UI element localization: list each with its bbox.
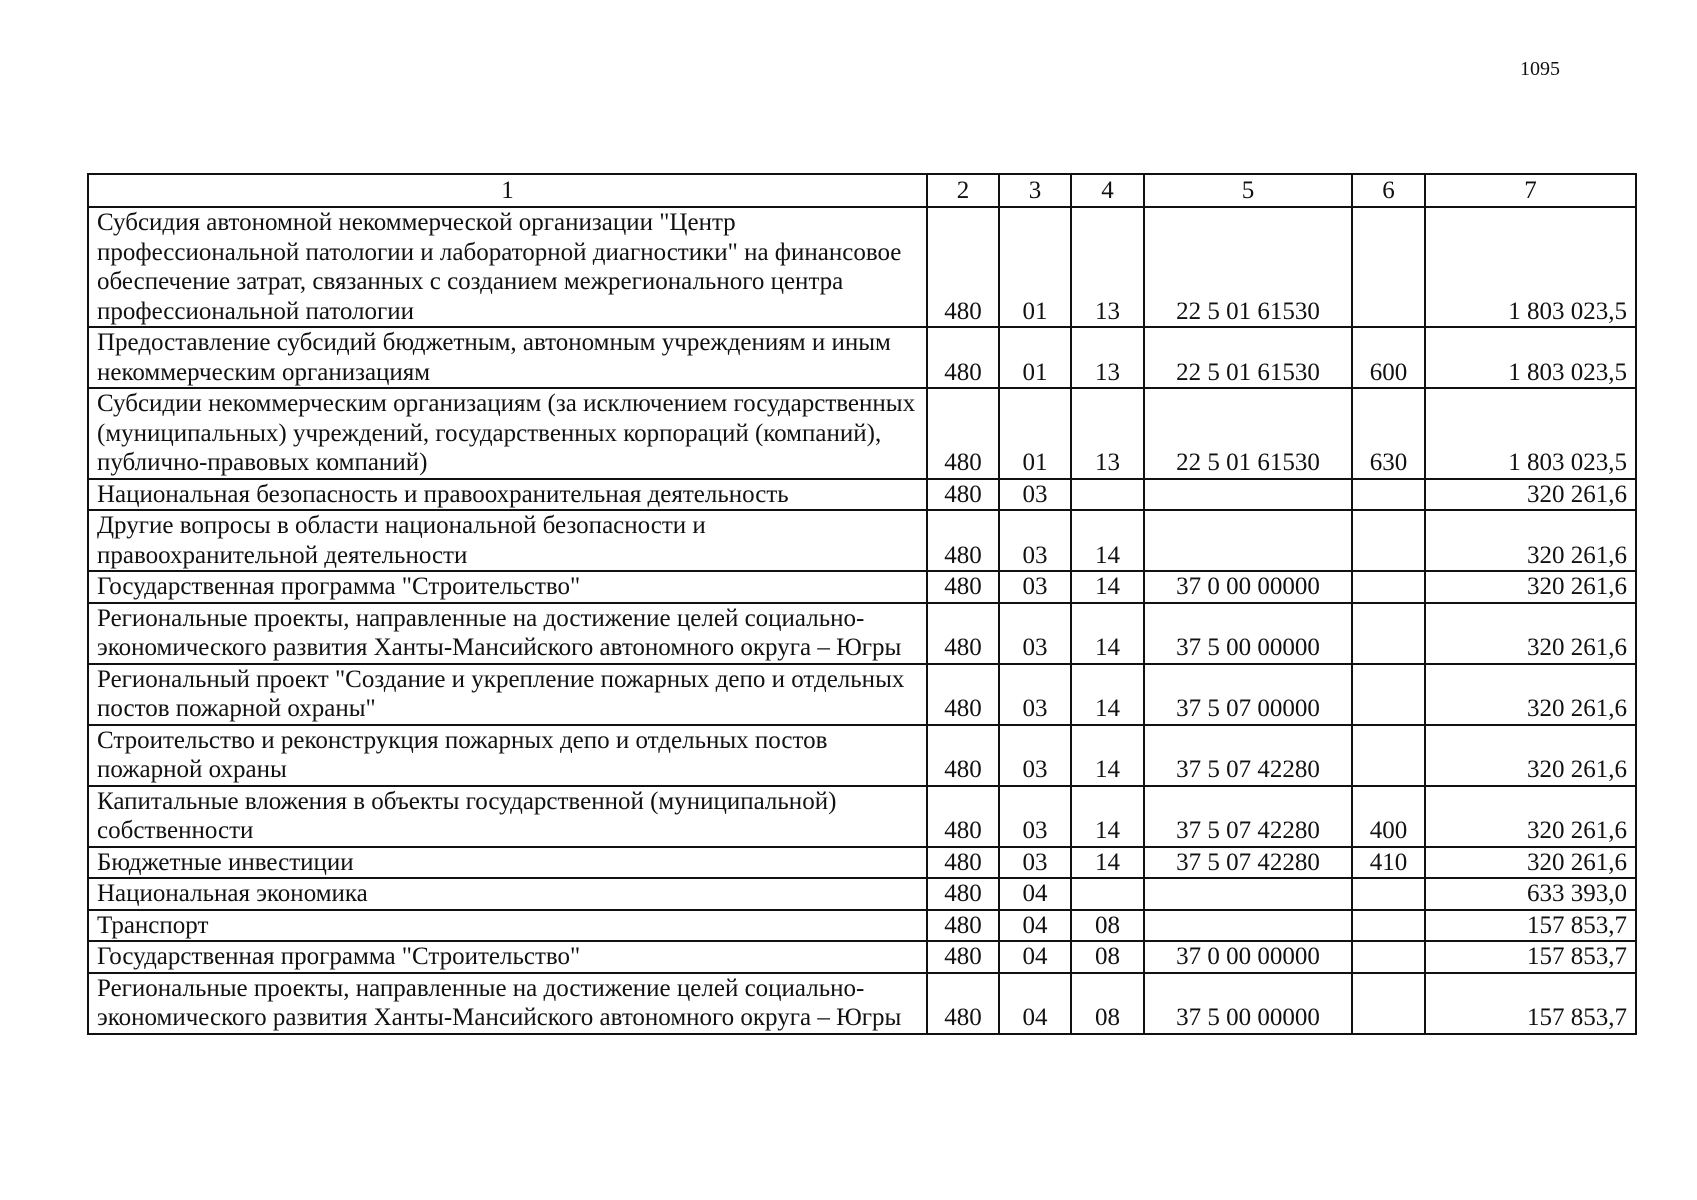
page-number: 1095 <box>1520 58 1560 80</box>
cell-description: Национальная безопасность и правоохранительная деятельность <box>88 479 927 511</box>
cell-amount: 1 803 023,5 <box>1425 327 1636 388</box>
header-row <box>88 174 1636 207</box>
cell-target-article <box>1144 510 1352 571</box>
cell-expense-type <box>1352 571 1425 603</box>
cell-description: Строительство и реконструкция пожарных депо и отдельных постов пожарной охраны <box>88 725 927 786</box>
cell-subsection <box>1071 878 1144 910</box>
cell-expense-type <box>1352 479 1425 511</box>
cell-description: Предоставление субсидий бюджетным, автономным учреждениям и иным некоммерческим организациям <box>88 327 927 388</box>
cell-section: 03 <box>999 603 1071 664</box>
cell-expense-type <box>1352 725 1425 786</box>
cell-amount: 320 261,6 <box>1425 725 1636 786</box>
table-row <box>88 571 1636 603</box>
cell-description: Субсидии некоммерческим организациям (за исключением государственных (муниципальных) учреждений, государственных корпораций (компаний), публично-правовых компаний) <box>88 388 927 479</box>
cell-description: Региональные проекты, направленные на достижение целей социально-экономического развития Ханты-Мансийского автономного округа – Югры <box>88 603 927 664</box>
table-row <box>88 207 1636 327</box>
cell-target-article: 22 5 01 61530 <box>1144 388 1352 479</box>
cell-section: 01 <box>999 327 1071 388</box>
cell-subsection: 13 <box>1071 207 1144 327</box>
cell-expense-type <box>1352 664 1425 725</box>
cell-description: Другие вопросы в области национальной безопасности и правоохранительной деятельности <box>88 510 927 571</box>
cell-admin-code: 480 <box>927 847 999 879</box>
cell-amount: 320 261,6 <box>1425 847 1636 879</box>
cell-admin-code: 480 <box>927 388 999 479</box>
cell-expense-type <box>1352 941 1425 973</box>
cell-target-article: 22 5 01 61530 <box>1144 207 1352 327</box>
cell-admin-code: 480 <box>927 973 999 1034</box>
cell-description: Бюджетные инвестиции <box>88 847 927 879</box>
cell-section: 03 <box>999 664 1071 725</box>
cell-subsection: 14 <box>1071 725 1144 786</box>
budget-table <box>87 173 1637 1035</box>
cell-expense-type <box>1352 510 1425 571</box>
cell-subsection: 14 <box>1071 786 1144 847</box>
cell-target-article: 22 5 01 61530 <box>1144 327 1352 388</box>
cell-subsection: 14 <box>1071 603 1144 664</box>
cell-section: 03 <box>999 571 1071 603</box>
cell-subsection: 08 <box>1071 910 1144 942</box>
table-row <box>88 847 1636 879</box>
table-row <box>88 327 1636 388</box>
cell-section: 03 <box>999 479 1071 511</box>
cell-admin-code: 480 <box>927 603 999 664</box>
cell-amount: 320 261,6 <box>1425 786 1636 847</box>
cell-amount: 633 393,0 <box>1425 878 1636 910</box>
table-row <box>88 786 1636 847</box>
cell-subsection: 14 <box>1071 510 1144 571</box>
cell-section: 04 <box>999 973 1071 1034</box>
header-cell: 1 <box>88 174 927 207</box>
cell-section: 04 <box>999 941 1071 973</box>
cell-section: 03 <box>999 510 1071 571</box>
cell-section: 03 <box>999 847 1071 879</box>
table-row <box>88 910 1636 942</box>
header-cell: 5 <box>1144 174 1352 207</box>
cell-description: Субсидия автономной некоммерческой организации "Центр профессиональной патологии и лабораторной диагностики" на финансовое обеспечение затрат, связанных с созданием межрегионального центра профессиональной патологии <box>88 207 927 327</box>
cell-target-article <box>1144 878 1352 910</box>
cell-admin-code: 480 <box>927 571 999 603</box>
cell-section: 03 <box>999 786 1071 847</box>
cell-expense-type <box>1352 878 1425 910</box>
cell-subsection <box>1071 479 1144 511</box>
cell-section: 03 <box>999 725 1071 786</box>
cell-target-article: 37 0 00 00000 <box>1144 571 1352 603</box>
table-row <box>88 388 1636 479</box>
cell-expense-type: 410 <box>1352 847 1425 879</box>
cell-description: Национальная экономика <box>88 878 927 910</box>
cell-expense-type <box>1352 973 1425 1034</box>
header-cell: 6 <box>1352 174 1425 207</box>
table-row <box>88 510 1636 571</box>
cell-subsection: 13 <box>1071 388 1144 479</box>
cell-target-article <box>1144 479 1352 511</box>
cell-description: Транспорт <box>88 910 927 942</box>
cell-admin-code: 480 <box>927 786 999 847</box>
cell-subsection: 08 <box>1071 973 1144 1034</box>
cell-expense-type <box>1352 910 1425 942</box>
cell-expense-type <box>1352 603 1425 664</box>
cell-description: Региональные проекты, направленные на достижение целей социально-экономического развития Ханты-Мансийского автономного округа – Югры <box>88 973 927 1034</box>
cell-admin-code: 480 <box>927 327 999 388</box>
cell-admin-code: 480 <box>927 941 999 973</box>
cell-target-article: 37 5 00 00000 <box>1144 603 1352 664</box>
cell-admin-code: 480 <box>927 207 999 327</box>
header-cell: 4 <box>1071 174 1144 207</box>
cell-admin-code: 480 <box>927 725 999 786</box>
cell-amount: 1 803 023,5 <box>1425 207 1636 327</box>
cell-description: Государственная программа "Строительство" <box>88 571 927 603</box>
header-cell: 2 <box>927 174 999 207</box>
cell-admin-code: 480 <box>927 510 999 571</box>
cell-amount: 320 261,6 <box>1425 603 1636 664</box>
cell-amount: 320 261,6 <box>1425 571 1636 603</box>
cell-description: Капитальные вложения в объекты государственной (муниципальной) собственности <box>88 786 927 847</box>
cell-target-article: 37 0 00 00000 <box>1144 941 1352 973</box>
cell-target-article <box>1144 910 1352 942</box>
cell-subsection: 14 <box>1071 571 1144 603</box>
cell-admin-code: 480 <box>927 664 999 725</box>
cell-amount: 320 261,6 <box>1425 664 1636 725</box>
table-row <box>88 941 1636 973</box>
cell-admin-code: 480 <box>927 878 999 910</box>
header-cell: 3 <box>999 174 1071 207</box>
cell-amount: 157 853,7 <box>1425 910 1636 942</box>
cell-section: 04 <box>999 878 1071 910</box>
cell-amount: 157 853,7 <box>1425 941 1636 973</box>
table-row <box>88 878 1636 910</box>
table-row <box>88 664 1636 725</box>
cell-amount: 320 261,6 <box>1425 510 1636 571</box>
cell-description: Региональный проект "Создание и укрепление пожарных депо и отдельных постов пожарной охраны" <box>88 664 927 725</box>
table-row <box>88 973 1636 1034</box>
table-row <box>88 479 1636 511</box>
cell-expense-type <box>1352 207 1425 327</box>
cell-expense-type: 630 <box>1352 388 1425 479</box>
cell-subsection: 13 <box>1071 327 1144 388</box>
cell-amount: 320 261,6 <box>1425 479 1636 511</box>
cell-amount: 1 803 023,5 <box>1425 388 1636 479</box>
cell-target-article: 37 5 07 42280 <box>1144 786 1352 847</box>
cell-section: 01 <box>999 207 1071 327</box>
cell-expense-type: 600 <box>1352 327 1425 388</box>
cell-target-article: 37 5 07 42280 <box>1144 725 1352 786</box>
cell-subsection: 14 <box>1071 847 1144 879</box>
cell-subsection: 08 <box>1071 941 1144 973</box>
cell-target-article: 37 5 07 00000 <box>1144 664 1352 725</box>
cell-amount: 157 853,7 <box>1425 973 1636 1034</box>
cell-admin-code: 480 <box>927 910 999 942</box>
header-cell: 7 <box>1425 174 1636 207</box>
cell-target-article: 37 5 07 42280 <box>1144 847 1352 879</box>
cell-target-article: 37 5 00 00000 <box>1144 973 1352 1034</box>
cell-section: 01 <box>999 388 1071 479</box>
cell-section: 04 <box>999 910 1071 942</box>
cell-admin-code: 480 <box>927 479 999 511</box>
table-row <box>88 603 1636 664</box>
table-row <box>88 725 1636 786</box>
cell-description: Государственная программа "Строительство" <box>88 941 927 973</box>
cell-expense-type: 400 <box>1352 786 1425 847</box>
cell-subsection: 14 <box>1071 664 1144 725</box>
